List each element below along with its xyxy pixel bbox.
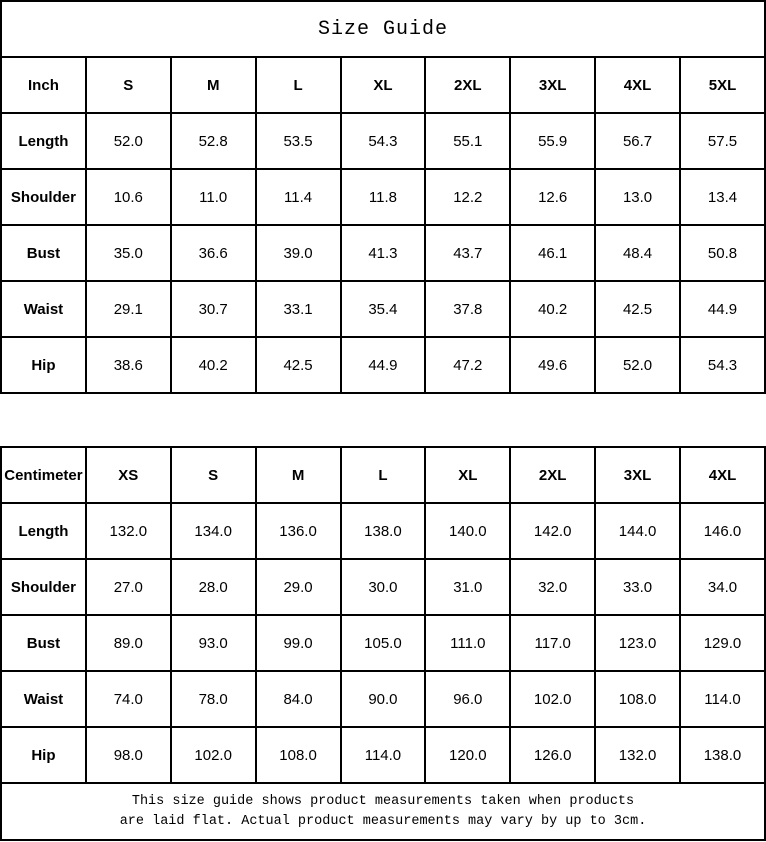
measurement-label: Shoulder [1, 169, 86, 225]
measurement-row [1, 281, 765, 337]
measurement-value: 34.0 [680, 559, 765, 615]
measurement-label: Hip [1, 727, 86, 783]
measurement-value: 126.0 [510, 727, 595, 783]
measurement-value: 40.2 [510, 281, 595, 337]
measurement-value: 123.0 [595, 615, 680, 671]
size-column-header: 5XL [680, 57, 765, 113]
size-column-header: 3XL [595, 447, 680, 503]
measurement-value: 132.0 [86, 503, 171, 559]
measurement-value: 90.0 [341, 671, 426, 727]
measurement-row [1, 113, 765, 169]
measurement-value: 55.1 [425, 113, 510, 169]
measurement-value: 93.0 [171, 615, 256, 671]
measurement-row [1, 615, 765, 671]
measurement-value: 42.5 [595, 281, 680, 337]
measurement-value: 57.5 [680, 113, 765, 169]
measurement-row [1, 559, 765, 615]
measurement-row [1, 169, 765, 225]
measurement-value: 11.8 [341, 169, 426, 225]
page-title: Size Guide [0, 0, 766, 58]
measurement-value: 50.8 [680, 225, 765, 281]
size-column-header: S [171, 447, 256, 503]
measurement-value: 138.0 [680, 727, 765, 783]
measurement-value: 33.0 [595, 559, 680, 615]
measurement-value: 140.0 [425, 503, 510, 559]
measurement-value: 55.9 [510, 113, 595, 169]
measurement-value: 30.7 [171, 281, 256, 337]
measurement-value: 29.1 [86, 281, 171, 337]
measurement-value: 53.5 [256, 113, 341, 169]
measurement-row [1, 727, 765, 783]
measurement-value: 74.0 [86, 671, 171, 727]
measurement-value: 42.5 [256, 337, 341, 393]
measurement-value: 105.0 [341, 615, 426, 671]
size-table-inch [0, 56, 766, 394]
footnote-line-1: This size guide shows product measurements taken when products [131, 793, 635, 809]
table-gap [0, 394, 766, 446]
measurement-value: 84.0 [256, 671, 341, 727]
measurement-row [1, 225, 765, 281]
measurement-value: 27.0 [86, 559, 171, 615]
unit-label-cell: Centimeter [1, 447, 86, 503]
measurement-label: Shoulder [1, 559, 86, 615]
measurement-value: 98.0 [86, 727, 171, 783]
measurement-value: 29.0 [256, 559, 341, 615]
measurement-row [1, 503, 765, 559]
size-column-header: L [341, 447, 426, 503]
measurement-value: 31.0 [425, 559, 510, 615]
measurement-value: 99.0 [256, 615, 341, 671]
measurement-value: 30.0 [341, 559, 426, 615]
measurement-value: 43.7 [425, 225, 510, 281]
measurement-value: 46.1 [510, 225, 595, 281]
measurement-value: 36.6 [171, 225, 256, 281]
measurement-row [1, 337, 765, 393]
measurement-value: 54.3 [341, 113, 426, 169]
size-column-header: M [171, 57, 256, 113]
measurement-row [1, 671, 765, 727]
measurement-value: 142.0 [510, 503, 595, 559]
size-header-row [1, 447, 765, 503]
measurement-value: 96.0 [425, 671, 510, 727]
size-column-header: 2XL [510, 447, 595, 503]
measurement-value: 47.2 [425, 337, 510, 393]
size-column-header: 3XL [510, 57, 595, 113]
footnote-line-2: are laid flat. Actual product measurements may vary by up to 3cm. [119, 813, 647, 829]
measurement-value: 40.2 [171, 337, 256, 393]
measurement-label: Waist [1, 281, 86, 337]
measurement-value: 134.0 [171, 503, 256, 559]
size-header-row [1, 57, 765, 113]
measurement-value: 144.0 [595, 503, 680, 559]
measurement-value: 32.0 [510, 559, 595, 615]
measurement-value: 114.0 [680, 671, 765, 727]
measurement-value: 117.0 [510, 615, 595, 671]
measurement-value: 146.0 [680, 503, 765, 559]
measurement-value: 37.8 [425, 281, 510, 337]
measurement-value: 56.7 [595, 113, 680, 169]
size-column-header: 2XL [425, 57, 510, 113]
measurement-value: 78.0 [171, 671, 256, 727]
footnote [0, 782, 766, 841]
measurement-value: 89.0 [86, 615, 171, 671]
size-column-header: XS [86, 447, 171, 503]
measurement-value: 102.0 [171, 727, 256, 783]
measurement-value: 39.0 [256, 225, 341, 281]
size-column-header: 4XL [595, 57, 680, 113]
measurement-value: 48.4 [595, 225, 680, 281]
measurement-value: 11.0 [171, 169, 256, 225]
measurement-value: 12.2 [425, 169, 510, 225]
measurement-value: 44.9 [680, 281, 765, 337]
measurement-label: Bust [1, 225, 86, 281]
measurement-value: 35.4 [341, 281, 426, 337]
size-column-header: S [86, 57, 171, 113]
measurement-value: 52.0 [595, 337, 680, 393]
measurement-value: 10.6 [86, 169, 171, 225]
measurement-value: 52.8 [171, 113, 256, 169]
size-table-centimeter [0, 446, 766, 784]
measurement-value: 108.0 [256, 727, 341, 783]
measurement-value: 132.0 [595, 727, 680, 783]
measurement-value: 33.1 [256, 281, 341, 337]
size-column-header: L [256, 57, 341, 113]
measurement-value: 102.0 [510, 671, 595, 727]
measurement-value: 13.4 [680, 169, 765, 225]
measurement-value: 138.0 [341, 503, 426, 559]
measurement-value: 44.9 [341, 337, 426, 393]
measurement-label: Bust [1, 615, 86, 671]
size-column-header: XL [425, 447, 510, 503]
measurement-value: 108.0 [595, 671, 680, 727]
measurement-label: Waist [1, 671, 86, 727]
measurement-value: 49.6 [510, 337, 595, 393]
measurement-value: 11.4 [256, 169, 341, 225]
size-column-header: 4XL [680, 447, 765, 503]
measurement-value: 111.0 [425, 615, 510, 671]
measurement-label: Length [1, 113, 86, 169]
measurement-value: 114.0 [341, 727, 426, 783]
size-column-header: M [256, 447, 341, 503]
measurement-value: 13.0 [595, 169, 680, 225]
unit-label-cell: Inch [1, 57, 86, 113]
measurement-label: Length [1, 503, 86, 559]
measurement-value: 54.3 [680, 337, 765, 393]
measurement-value: 136.0 [256, 503, 341, 559]
measurement-value: 120.0 [425, 727, 510, 783]
measurement-value: 28.0 [171, 559, 256, 615]
measurement-value: 41.3 [341, 225, 426, 281]
measurement-value: 38.6 [86, 337, 171, 393]
measurement-value: 52.0 [86, 113, 171, 169]
measurement-value: 35.0 [86, 225, 171, 281]
measurement-value: 129.0 [680, 615, 765, 671]
measurement-label: Hip [1, 337, 86, 393]
size-column-header: XL [341, 57, 426, 113]
measurement-value: 12.6 [510, 169, 595, 225]
